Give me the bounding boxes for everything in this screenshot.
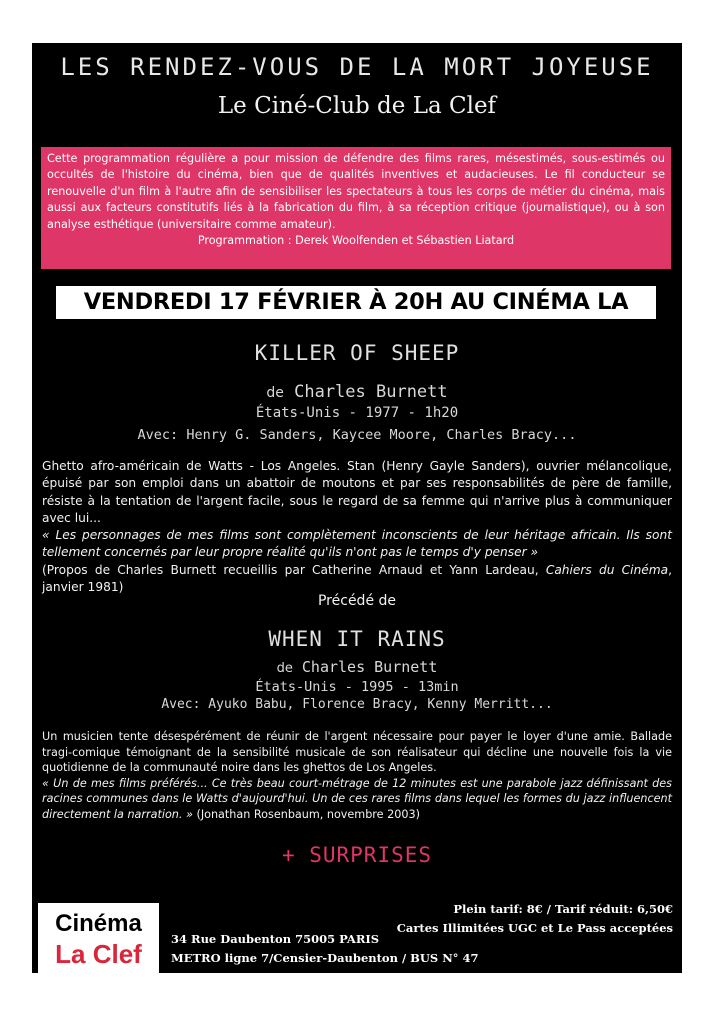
film1-title: KILLER OF SHEEP: [254, 341, 460, 365]
film1-quote: « Les personnages de mes films sont complètement inconscients de leur héritage africain. Ils sont tellement concernés par leur propre réalité qu'ils n'ont pas le temps d'y penser »: [42, 528, 672, 560]
film2-director: Charles Burnett: [301, 658, 438, 676]
intro-text: Cette programmation régulière a pour mission de défendre des films rares, mésestimés, sous-estimés ou occultés de l'histoire du cinéma, bien que de qualités inventives et audacieuses. Le fil conducteur se renouvelle d'un film à l'autre afin de sensibiliser les spectateurs à tous les corps de métier du cinéma, mais aussi aux facteurs constitutifs liés à la fabrication du film, à sa réception critique (journalistique), ou à son analyse esthétique (universitaire comme amateur).: [47, 152, 665, 231]
film2-source: (Jonathan Rosenbaum, novembre 2003): [192, 807, 420, 821]
film2-title: WHEN IT RAINS: [268, 627, 446, 651]
cinema-logo: [38, 903, 159, 973]
intro-box: [41, 147, 671, 269]
film1-de: de: [266, 385, 284, 401]
address-block: [171, 930, 479, 968]
logo-line1: Cinéma: [55, 910, 142, 937]
film1-description: [42, 458, 672, 596]
cards-accepted-text: Cartes Illimitées UGC et Le Pass acceptées: [396, 921, 673, 935]
surprises-label: + SURPRISES: [281, 843, 433, 867]
film2-description: [42, 729, 672, 823]
event-poster: [32, 43, 682, 973]
preceded-by-label: Précédé de: [317, 593, 397, 609]
programming-credits: Programmation : Derek Woolfenden et Sébastien Liatard: [197, 234, 515, 248]
date-banner: VENDREDI 17 FÉVRIER À 20H AU CINÉMA LA CLEF: [56, 286, 656, 319]
film2-synopsis: Un musicien tente désespérément de réunir de l'argent nécessaire pour payer le loyer d'une amie. Ballade tragi-comique témoignant de la sensibilité musicale de son réalisateur qui décline une nouvelle fois la vie quotidienne de la communauté noire dans les ghettos de Los Angeles.: [42, 730, 672, 775]
series-title: LES RENDEZ-VOUS DE LA MORT JOYEUSE: [60, 53, 654, 81]
film2-director-line: [32, 658, 682, 676]
film1-source: (Propos de Charles Burnett recueillis par Catherine Arnaud et Yann Lardeau, Cahiers du Cinéma, janvier 1981): [42, 562, 673, 595]
film1-director-line: [32, 382, 682, 402]
price-text: Plein tarif: 8€ / Tarif réduit: 6,50€: [453, 902, 673, 916]
film1-director: Charles Burnett: [294, 382, 448, 402]
film2-cast: Avec: Ayuko Babu, Florence Bracy, Kenny Merritt...: [161, 697, 553, 712]
film2-quote: « Un de mes films préférés... Ce très beau court-métrage de 12 minutes est une parabole jazz définissant des racines communes dans le Watts d'aujourd'hui. Un de ces rares films dans lequel les formes du jazz influencent directement la narration. »: [42, 776, 672, 821]
film1-info: États-Unis - 1977 - 1h20: [255, 405, 459, 421]
club-title: Le Ciné-Club de La Clef: [217, 93, 497, 119]
film2-info: États-Unis - 1995 - 13min: [255, 679, 459, 695]
film2-de: de: [276, 661, 293, 676]
address-line: 34 Rue Daubenton 75005 PARIS: [171, 932, 380, 946]
logo-line2: La Clef: [55, 939, 142, 969]
film1-cast: Avec: Henry G. Sanders, Kaycee Moore, Charles Bracy...: [137, 427, 577, 443]
transport-line: METRO ligne 7/Censier-Daubenton / BUS N° 47: [171, 951, 479, 965]
film1-synopsis: Ghetto afro-américain de Watts - Los Angeles. Stan (Henry Gayle Sanders), ouvrier mélancolique, épuisé par son emploi dans un abattoir de moutons et par ses responsabilités de père de famille, résiste à la tentation de l'argent facile, sous le regard de sa femme qui n'arrive plus à communiquer avec lui...: [42, 459, 672, 525]
